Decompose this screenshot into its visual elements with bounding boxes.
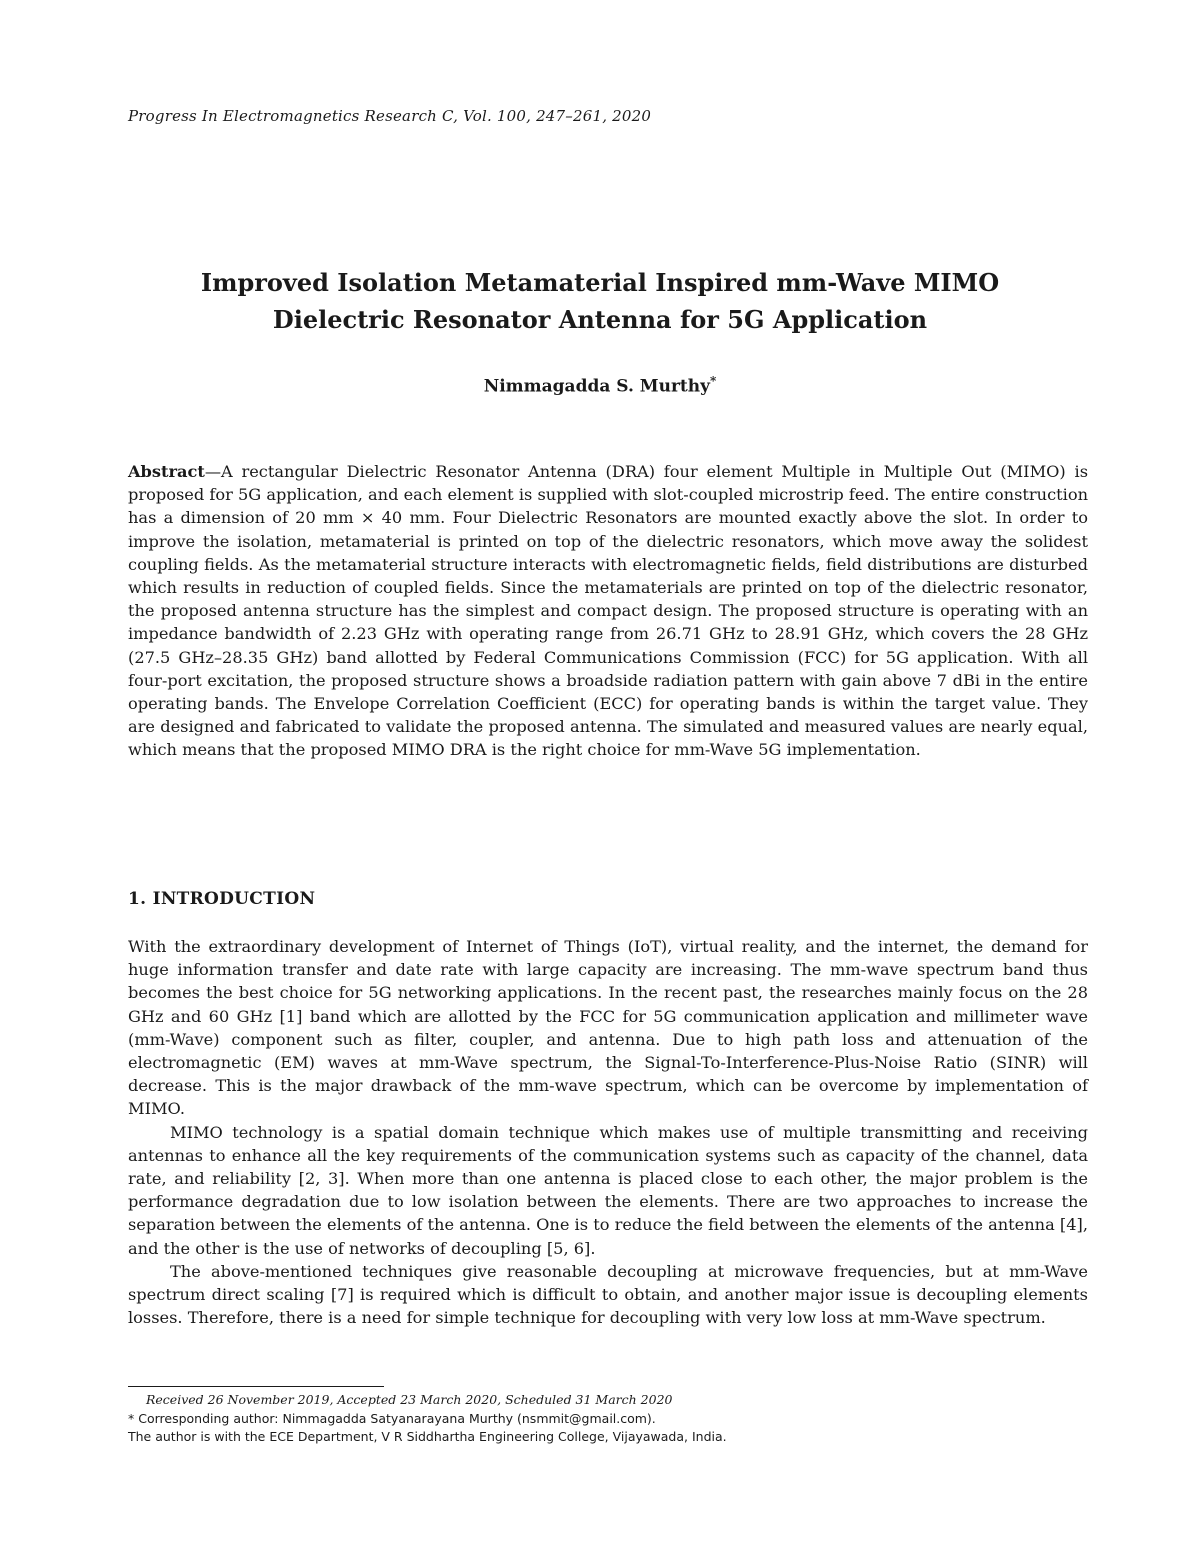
journal-citation: Progress In Electromagnetics Research C, Vol. 100, 247–261, 2020	[128, 107, 652, 125]
abstract-label: Abstract	[128, 462, 205, 481]
author-name	[100, 374, 1100, 397]
footnote-received: Received 26 November 2019, Accepted 23 March 2020, Scheduled 31 March 2020	[146, 1392, 673, 1407]
footnote-corresponding-author: * Corresponding author: Nimmagadda Satyanarayana Murthy (nsmmit@gmail.com).	[128, 1411, 656, 1426]
author-text: Nimmagadda S. Murthy	[483, 376, 711, 397]
section-heading-introduction: 1. INTRODUCTION	[128, 889, 316, 909]
author-mark: *	[710, 374, 717, 388]
intro-paragraph-1: With the extraordinary development of Internet of Things (IoT), virtual reality, and the internet, the demand for huge information transfer and date rate with large capacity are increasing. The mm-wave spectrum band thus becomes the best choice for 5G networking applications. In the recent past, the researches mainly focus on the 28 GHz and 60 GHz [1] band which are allotted by the FCC for 5G communication application and millimeter wave (mm-Wave) component such as filter, coupler, and antenna. Due to high path loss and attenuation of the electromagnetic (EM) waves at mm-Wave spectrum, the Signal-To-Interference-Plus-Noise Ratio (SINR) will decrease. This is the major drawback of the mm-wave spectrum, which can be overcome by implementation of MIMO.	[128, 937, 1088, 1119]
footnote-affiliation: The author is with the ECE Department, V R Siddhartha Engineering College, Vijayawada, India.	[128, 1429, 727, 1444]
title-line-1: Improved Isolation Metamaterial Inspired mm-Wave MIMO	[200, 268, 1000, 297]
introduction-body	[128, 935, 1088, 1329]
title-line-2: Dielectric Resonator Antenna for 5G Application	[272, 305, 928, 334]
paper-title	[100, 264, 1100, 338]
abstract	[128, 460, 1088, 762]
intro-paragraph-3: The above-mentioned techniques give reasonable decoupling at microwave frequencies, but at mm-Wave spectrum direct scaling [7] is required which is difficult to obtain, and another major issue is decoupling elements losses. Therefore, there is a need for simple technique for decoupling with very low loss at mm-Wave spectrum.	[128, 1261, 1088, 1328]
intro-paragraph-2: MIMO technology is a spatial domain technique which makes use of multiple transmitting and receiving antennas to enhance all the key requirements of the communication systems such as capacity of the channel, data rate, and reliability [2, 3]. When more than one antenna is placed close to each other, the major problem is the performance degradation due to low isolation between the elements. There are two approaches to increase the separation between the elements of the antenna. One is to reduce the field between the elements of the antenna [4], and the other is the use of networks of decoupling [5, 6].	[128, 1122, 1088, 1258]
abstract-text: —A rectangular Dielectric Resonator Antenna (DRA) four element Multiple in Multiple Out (MIMO) is proposed for 5G application, and each element is supplied with slot-coupled microstrip feed. The entire construction has a dimension of 20 mm × 40 mm. Four Dielectric Resonators are mounted exactly above the slot. In order to improve the isolation, metamaterial is printed on top of the dielectric resonators, which move away the solidest coupling fields. As the metamaterial structure interacts with electromagnetic fields, field distributions are disturbed which results in reduction of coupled fields. Since the metamaterials are printed on top of the dielectric resonator, the proposed antenna structure has the simplest and compact design. The proposed structure is operating with an impedance bandwidth of 2.23 GHz with operating range from 26.71 GHz to 28.91 GHz, which covers the 28 GHz (27.5 GHz–28.35 GHz) band allotted by Federal Communications Commission (FCC) for 5G application. With all four-port excitation, the proposed structure shows a broadside radiation pattern with gain above 7 dBi in the entire operating bands. The Envelope Correlation Coefficient (ECC) for operating bands is within the target value. They are designed and fabricated to validate the proposed antenna. The simulated and measured values are nearly equal, which means that the proposed MIMO DRA is the right choice for mm-Wave 5G implementation.	[128, 462, 1088, 760]
footnote-divider	[128, 1386, 384, 1387]
